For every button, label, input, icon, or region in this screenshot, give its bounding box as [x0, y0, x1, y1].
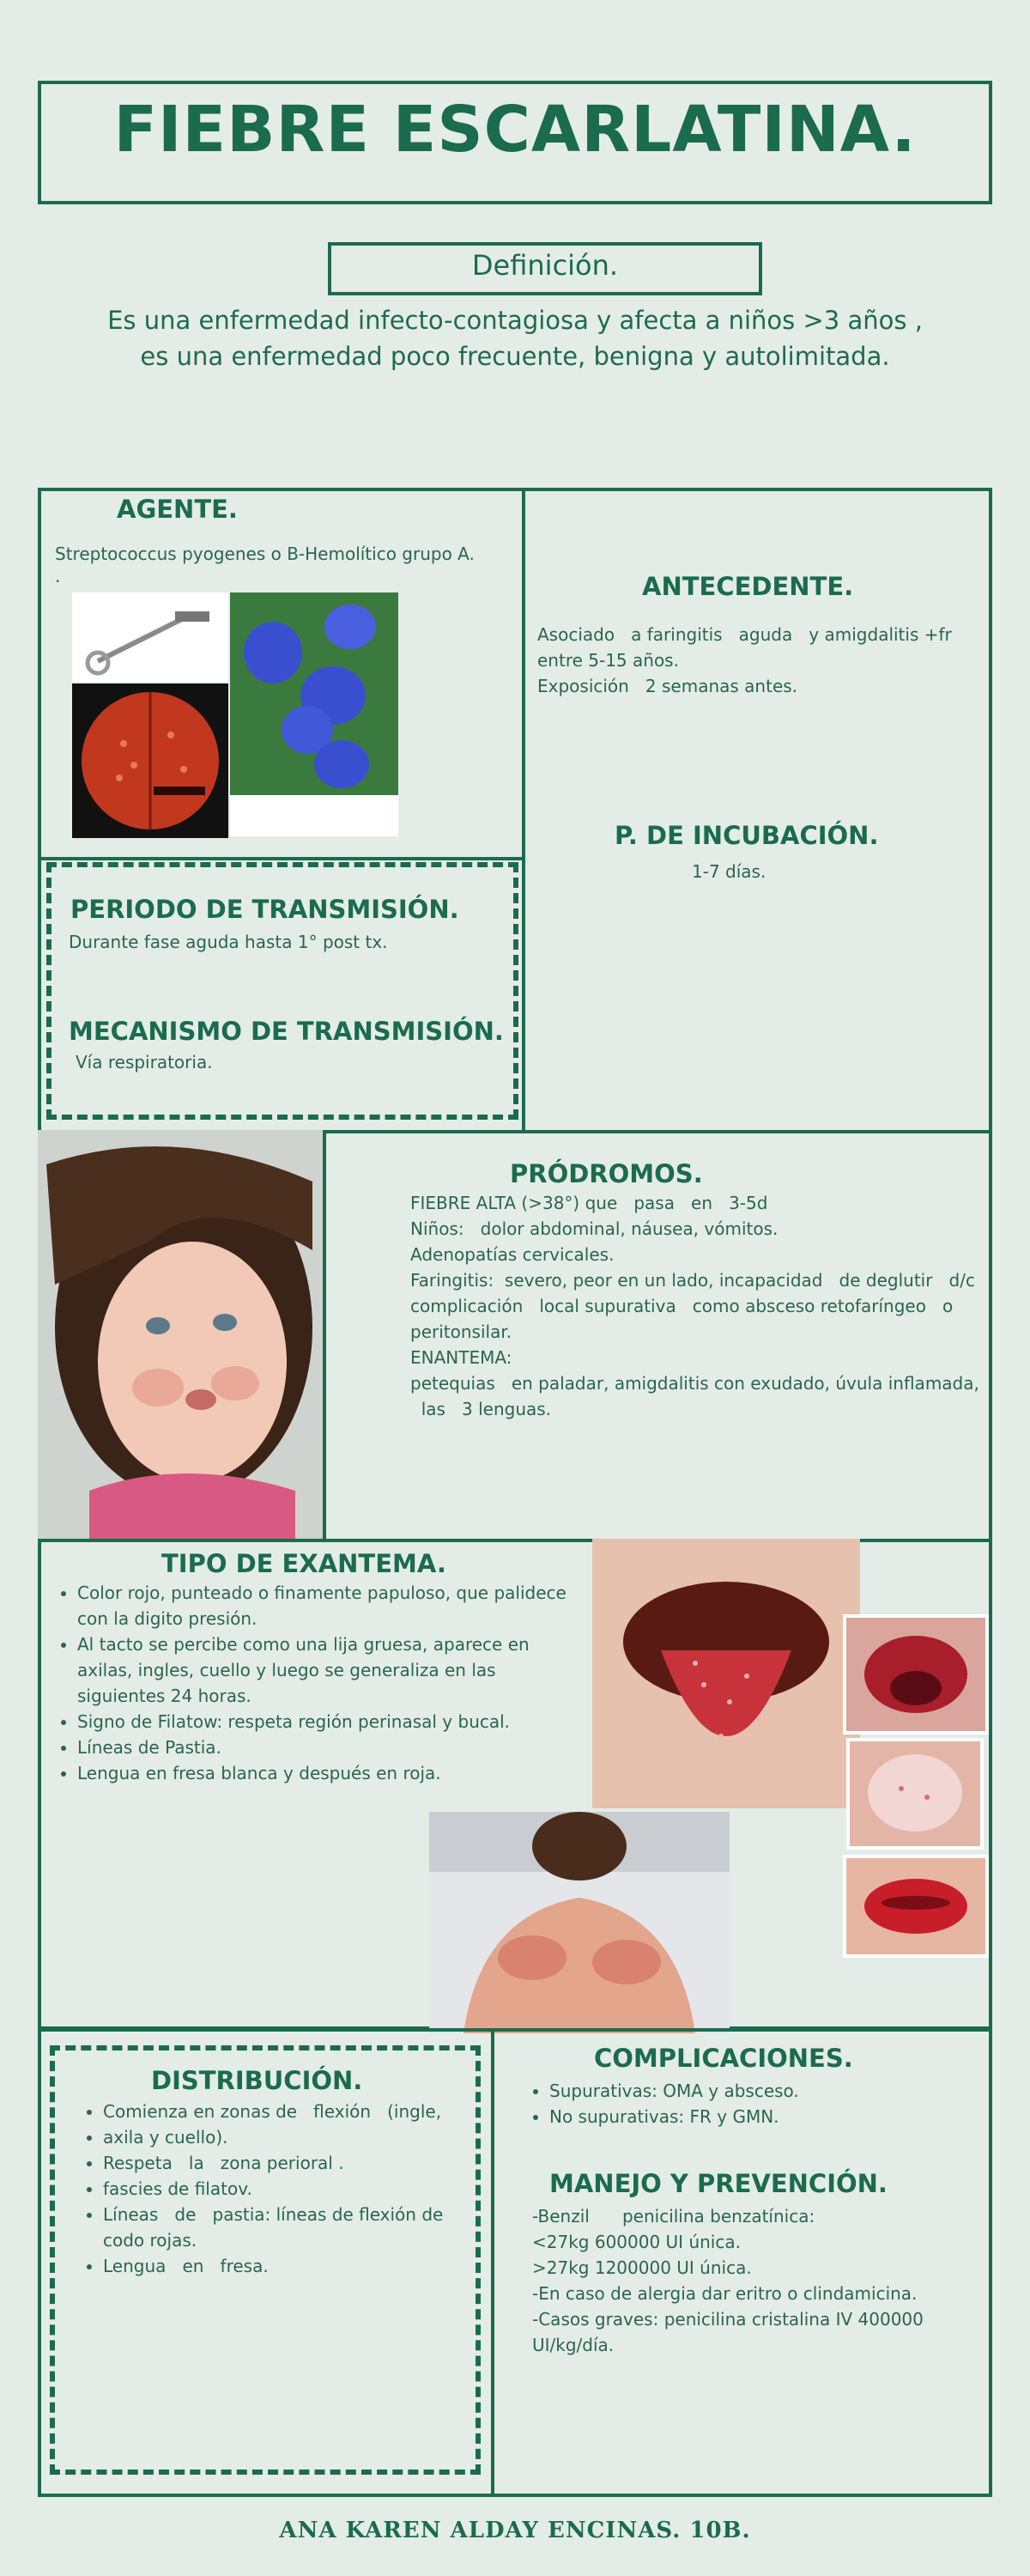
torso-rash-photo	[429, 1812, 730, 2033]
author-footer: ANA KAREN ALDAY ENCINAS. 10B.	[279, 2518, 751, 2543]
antecedente-line-1: Asociado a faringitis aguda y amigdalitis +fr	[537, 624, 952, 645]
antecedente-heading: ANTECEDENTE.	[642, 572, 854, 601]
incubacion-heading: P. DE INCUBACIÓN.	[615, 821, 879, 850]
prodromos-line-1: FIEBRE ALTA (>38°) que pasa en 3-5d	[410, 1193, 768, 1213]
complicaciones-heading: COMPLICACIONES.	[594, 2044, 853, 2073]
manejo-line-6: UI/kg/día.	[532, 2335, 615, 2355]
distribucion-heading: DISTRIBUCIÓN.	[151, 2066, 363, 2095]
white-tongue-photo	[846, 1738, 984, 1850]
prodromos-line-3: Adenopatías cervicales.	[410, 1244, 615, 1265]
prodromos-line-8: petequias en paladar, amigdalitis con exudado, úvula inflamada,	[410, 1373, 979, 1394]
definition-line-2: es una enfermedad poco frecuente, benigna y autolimitada.	[140, 342, 890, 371]
child-rash-photo	[38, 1130, 323, 1539]
distribucion-item: • Comienza en zonas de flexión (ingle,	[103, 2099, 457, 2124]
agente-dot: .	[55, 566, 61, 586]
streptococcus-microscopy-image	[230, 592, 398, 836]
agente-text: Streptococcus pyogenes o B-Hemolítico grupo A.	[55, 544, 475, 564]
exantema-list	[53, 1580, 587, 1786]
complicaciones-list	[525, 2078, 972, 2129]
manejo-line-4: -En caso de alergia dar eritro o clindamicina.	[532, 2283, 918, 2304]
red-lips-photo	[843, 1855, 989, 1958]
distribucion-list	[79, 2099, 457, 2279]
distribucion-item: • fascies de filatov.	[103, 2176, 457, 2202]
manejo-line-2: <27kg 600000 UI única.	[532, 2232, 741, 2252]
antecedente-line-2: entre 5-15 años.	[537, 650, 679, 671]
mecanismo-text: Vía respiratoria.	[76, 1052, 213, 1072]
exantema-item: • Lengua en fresa blanca y después en roja.	[77, 1760, 587, 1786]
prodromos-line-2: Niños: dolor abdominal, náusea, vómitos.	[410, 1218, 779, 1239]
distribucion-item: • axila y cuello).	[103, 2124, 457, 2150]
complicaciones-item: • No supurativas: FR y GMN.	[549, 2104, 972, 2129]
prodromos-line-6: peritonsilar.	[410, 1321, 512, 1342]
distribucion-item: • Respeta la zona perioral .	[103, 2150, 457, 2176]
incubacion-text: 1-7 días.	[692, 861, 766, 882]
antecedente-line-3: Exposición 2 semanas antes.	[537, 676, 798, 696]
definition-line-1: Es una enfermedad infecto-contagiosa y afecta a niños >3 años ,	[107, 306, 923, 335]
manejo-line-1: -Benzil penicilina benzatínica:	[532, 2206, 815, 2227]
manejo-line-5: -Casos graves: penicilina cristalina IV 400000	[532, 2309, 924, 2330]
transmision-heading: PERIODO DE TRANSMISIÓN.	[70, 895, 459, 924]
transmision-text: Durante fase aguda hasta 1° post tx.	[69, 932, 388, 952]
prodromos-line-9: las 3 lenguas.	[410, 1399, 552, 1419]
prodromos-heading: PRÓDROMOS.	[510, 1159, 703, 1188]
manejo-heading: MANEJO Y PREVENCIÓN.	[549, 2169, 888, 2198]
manejo-line-3: >27kg 1200000 UI única.	[532, 2257, 752, 2278]
throat-photo	[843, 1614, 989, 1735]
complicaciones-item: • Supurativas: OMA y absceso.	[549, 2078, 972, 2104]
agar-plate-image	[72, 683, 228, 838]
strawberry-tongue-photo	[592, 1539, 860, 1808]
agente-heading: AGENTE.	[117, 495, 238, 524]
prodromos-line-7: ENANTEMA:	[410, 1347, 512, 1368]
distribucion-item: • Líneas de pastia: líneas de flexión de codo rojas.	[103, 2202, 457, 2253]
exantema-heading: TIPO DE EXANTEMA.	[161, 1549, 446, 1578]
mecanismo-heading: MECANISMO DE TRANSMISIÓN.	[69, 1017, 504, 1046]
prodromos-line-4: Faringitis: severo, peor en un lado, incapacidad de deglutir d/c	[410, 1270, 975, 1291]
prodromos-line-5: complicación local supurativa como absceso retofaríngeo o	[410, 1296, 954, 1316]
page-title: FIEBRE ESCARLATINA.	[113, 93, 917, 167]
exantema-item: • Líneas de Pastia.	[77, 1735, 587, 1760]
distribucion-item: • Lengua en fresa.	[103, 2253, 457, 2279]
exantema-item: • Al tacto se percibe como una lija gruesa, aparece en axilas, ingles, cuello y luego se generaliza en las siguientes 24 horas.	[77, 1631, 587, 1709]
definition-label: Definición.	[471, 249, 619, 282]
exantema-item: • Signo de Filatow: respeta región perinasal y bucal.	[77, 1709, 587, 1735]
inoculation-loop-image	[72, 592, 228, 682]
exantema-item: • Color rojo, punteado o finamente papuloso, que palidece con la digito presión.	[77, 1580, 587, 1631]
